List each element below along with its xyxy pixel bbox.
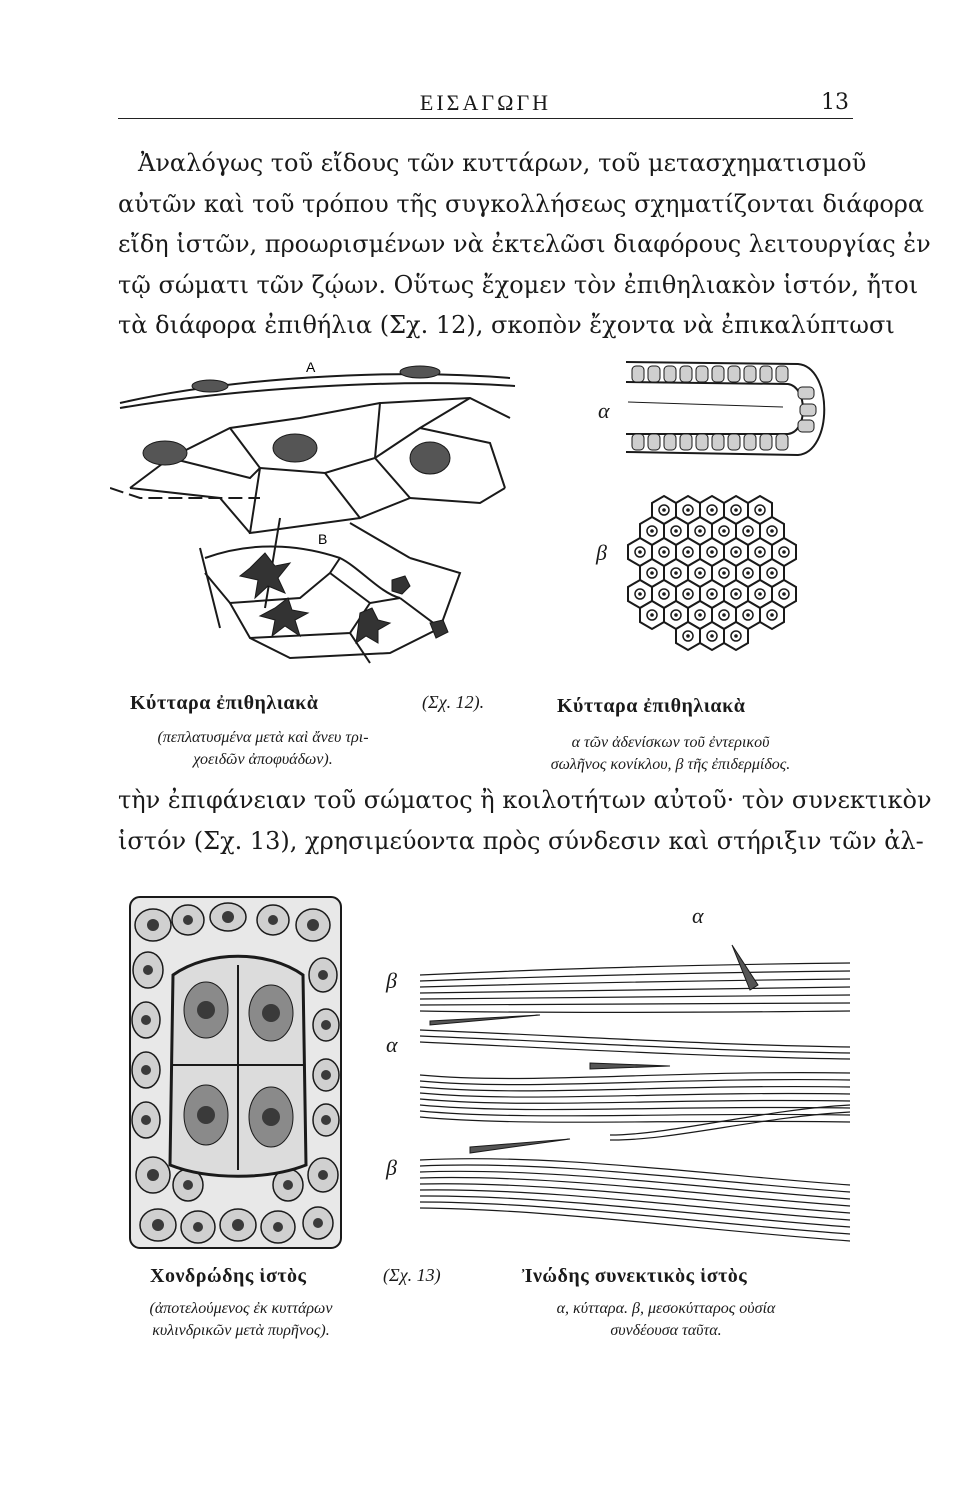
- running-head: [118, 88, 853, 119]
- figure-label-alpha-top: α: [692, 903, 704, 928]
- paragraph-line: τὰ διάφορα ἐπιθήλια (Σχ. 12), σκοπὸν ἔχοντα νὰ ἐπικαλύπτωσι: [118, 311, 895, 339]
- paragraph-line: εἴδη ἱστῶν, προωρισμένων νὰ ἐκτελῶσι διαφόρους λειτουργίας ἐν: [118, 230, 931, 258]
- fig12-right-caption-title: Κύτταρα ἐπιθηλιακὰ: [557, 695, 746, 717]
- figure-label-b: B: [318, 531, 328, 547]
- fig13-right-caption-title: Ἰνώδης συνεκτικὸς ἱστὸς: [522, 1265, 748, 1287]
- figure-label-beta-2: β: [386, 1155, 397, 1180]
- paragraph-line: τῷ σώματι τῶν ζῴων. Οὕτως ἔχομεν τὸν ἐπιθηλιακὸν ἱστόν, ἤτοι: [118, 270, 919, 299]
- fig12-figure-ref: (Σχ. 12).: [422, 692, 485, 712]
- paragraph-line: Ἀναλόγως τοῦ εἴδους τῶν κυττάρων, τοῦ μετασχηματισμοῦ: [138, 149, 867, 177]
- fig13-figure-ref: (Σχ. 13): [383, 1265, 441, 1285]
- paragraph-line: ἱστόν (Σχ. 13), χρησιμεύοντα πρὸς σύνδεσιν καὶ στήριξιν τῶν ἀλ-: [118, 826, 924, 855]
- caption-line: χοειδῶν ἀποφυάδων).: [193, 751, 333, 768]
- figure-label-alpha-mid: α: [386, 1032, 398, 1057]
- figure-label-beta: β: [596, 540, 607, 565]
- paragraph-line: αὐτῶν καὶ τοῦ τρόπου τῆς συγκολλήσεως σχηματίζονται διάφορα: [118, 189, 925, 218]
- figure-label-beta-1: β: [386, 968, 397, 993]
- fig12-right-caption-desc: [498, 732, 843, 776]
- figure-label-alpha: α: [598, 398, 610, 423]
- fig13-right-caption-desc: [496, 1298, 836, 1342]
- caption-line: α τῶν ἀδενίσκων τοῦ ἐντερικοῦ: [571, 734, 770, 751]
- caption-line: συνδέουσα ταῦτα.: [610, 1322, 722, 1339]
- paragraph-line: τὴν ἐπιφάνειαν τοῦ σώματος ἢ κοιλοτήτων αὐτοῦ· τὸν συνεκτικὸν: [118, 786, 932, 814]
- caption-line: (ἀποτελούμενος ἐκ κυττάρων: [149, 1300, 333, 1317]
- caption-line: σωλῆνος κονίκλου, β τῆς ἐπιδερμίδος.: [550, 756, 791, 773]
- fig12-left-caption-desc: [98, 727, 428, 771]
- fig13-left-caption-title: Χονδρώδης ἱστὸς: [150, 1265, 307, 1287]
- caption-line: κυλινδρικῶν μετὰ πυρῆνος).: [152, 1322, 330, 1339]
- paragraph-2: [118, 780, 932, 861]
- paragraph-1: [118, 143, 931, 346]
- squamous-epithelium-illustration: [110, 358, 540, 678]
- epidermis-illustration: [622, 492, 800, 652]
- page-number: 13: [821, 90, 849, 115]
- figure-label-a: A: [306, 359, 316, 375]
- fig12-left-caption-title: Κύτταρα ἐπιθηλιακὰ: [130, 692, 319, 714]
- cartilage-tissue-illustration: [128, 895, 343, 1250]
- running-title: ΕΙΣΑΓΩΓΗ: [419, 90, 552, 115]
- fibrous-tissue-illustration: [410, 935, 855, 1260]
- caption-line: (πεπλατυσμένα μετὰ καὶ ἄνευ τρι-: [157, 729, 369, 746]
- intestinal-gland-illustration: [618, 352, 838, 472]
- caption-line: α, κύτταρα. β, μεσοκύτταρος οὐσία: [556, 1300, 776, 1317]
- fig13-left-caption-desc: [96, 1298, 386, 1342]
